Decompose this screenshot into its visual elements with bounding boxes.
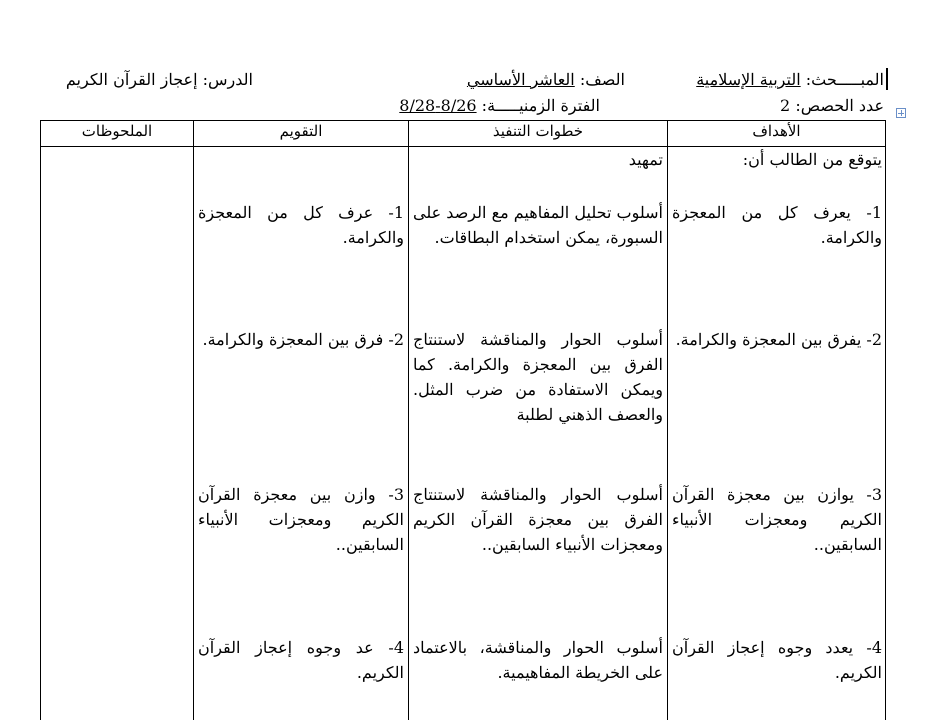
eval-cell: 1- عرف كل من المعجزة والكرامة. xyxy=(198,203,404,247)
text-cursor xyxy=(886,68,888,90)
subject-label: المبـــــحث: xyxy=(805,70,884,89)
lesson-plan-table xyxy=(40,120,886,720)
goals-intro: يتوقع من الطالب أن: xyxy=(742,150,882,169)
column-header-evaluation: التقويم xyxy=(279,122,323,140)
steps-intro: تمهيد xyxy=(628,150,663,169)
goal-cell: 3- يوازن بين معجزة القرآن الكريم ومعجزات الأنبياء السابقين.. xyxy=(672,485,882,554)
goal-cell: 1- يعرف كل من المعجزة والكرامة. xyxy=(672,203,882,247)
step-cell: أسلوب الحوار والمناقشة لاستنتاج الفرق بين معجزة القرآن الكريم ومعجزات الأنبياء السابقين.. xyxy=(413,485,663,554)
time-field xyxy=(399,96,600,115)
lesson-value: إعجاز القرآن الكريم xyxy=(65,70,198,89)
table-border-left xyxy=(40,120,41,720)
class-label: الصف: xyxy=(579,70,625,89)
eval-cell: 3- وازن بين معجزة القرآن الكريم ومعجزات الأنبياء السابقين.. xyxy=(198,485,404,554)
lesson-field xyxy=(66,70,253,89)
subject-field xyxy=(696,70,884,89)
step-cell: أسلوب تحليل المفاهيم مع الرصد على السبورة، يمكن استخدام البطاقات. xyxy=(413,203,663,247)
table-border-top xyxy=(40,120,886,121)
periods-label: عدد الحصص: xyxy=(795,96,884,115)
eval-cell: 2- فرق بين المعجزة والكرامة. xyxy=(202,330,404,349)
class-value: العاشر الأساسي xyxy=(466,70,575,89)
goal-cell: 2- يفرق بين المعجزة والكرامة. xyxy=(675,330,882,349)
column-header-goals: الأهداف xyxy=(752,122,801,140)
eval-cell: 4- عد وجوه إعجاز القرآن الكريم. xyxy=(198,638,404,682)
table-move-handle-icon[interactable] xyxy=(896,108,906,118)
periods-value: 2 xyxy=(780,96,791,115)
periods-field xyxy=(780,96,884,115)
column-divider xyxy=(408,120,409,720)
table-border-right xyxy=(885,120,886,720)
column-header-steps: خطوات التنفيذ xyxy=(492,122,584,140)
goal-cell: 4- يعدد وجوه إعجاز القرآن الكريم. xyxy=(672,638,882,682)
column-divider xyxy=(667,120,668,720)
lesson-label: الدرس: xyxy=(202,70,253,89)
column-header-notes: الملحوظات xyxy=(81,122,153,140)
step-cell: أسلوب الحوار والمناقشة، بالاعتماد على الخريطة المفاهيمية. xyxy=(413,638,663,682)
column-divider xyxy=(193,120,194,720)
subject-value: التربية الإسلامية xyxy=(696,70,801,89)
step-cell: أسلوب الحوار والمناقشة لاستنتاج الفرق بين المعجزة والكرامة. كما ويمكن الاستفادة من ضرب المثل. والعصف الذهني لطلبة xyxy=(413,330,663,424)
time-value: 8/26-8/28 xyxy=(399,96,477,115)
class-field xyxy=(467,70,625,89)
time-label: الفترة الزمنيـــــة: xyxy=(481,96,600,115)
